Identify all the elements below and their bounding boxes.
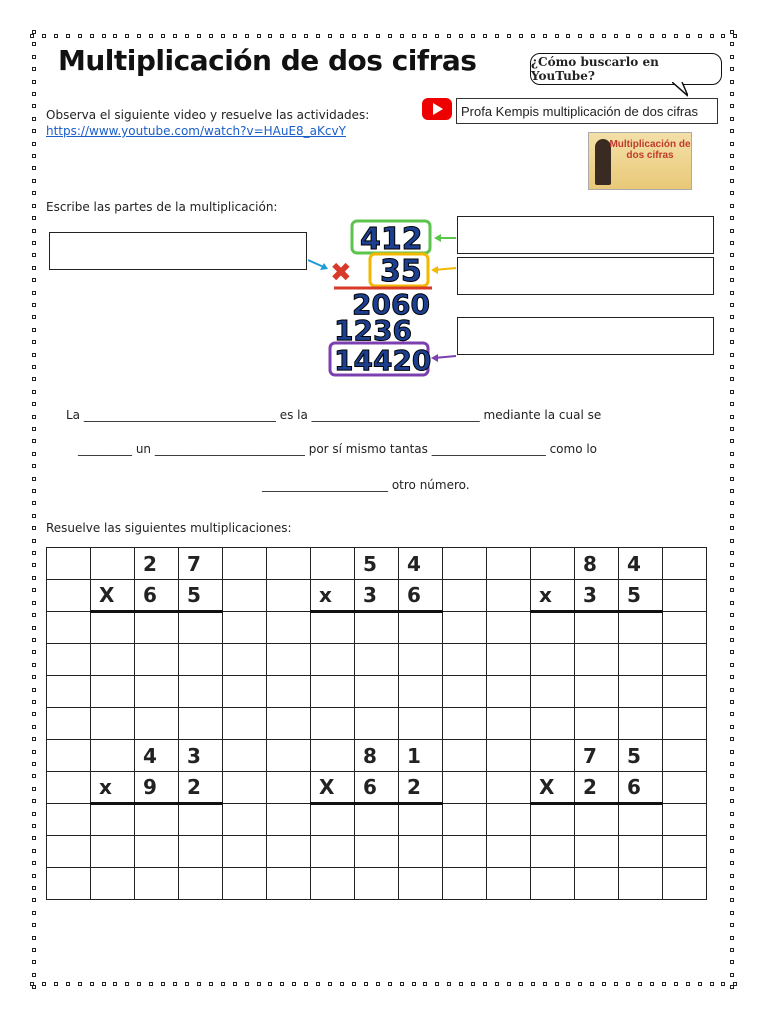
grid-cell[interactable] bbox=[91, 580, 135, 612]
grid-cell[interactable] bbox=[179, 612, 223, 644]
thumbnail-title: Multiplicación de dos cifras bbox=[609, 139, 691, 161]
grid-cell[interactable] bbox=[487, 740, 531, 772]
grid-cell[interactable] bbox=[47, 644, 91, 676]
grid-row bbox=[47, 772, 707, 804]
grid-cell[interactable] bbox=[487, 676, 531, 708]
grid-cell-value: X bbox=[319, 775, 335, 799]
grid-cell-value: x bbox=[99, 775, 112, 799]
grid-cell[interactable] bbox=[179, 740, 223, 772]
grid-cell[interactable] bbox=[663, 612, 707, 644]
grid-cell-value: 6 bbox=[143, 583, 157, 607]
grid-cell[interactable] bbox=[135, 548, 179, 580]
grid-cell-value: x bbox=[539, 583, 552, 607]
grid-cell[interactable] bbox=[267, 676, 311, 708]
grid-row bbox=[47, 868, 707, 900]
grid-cell[interactable] bbox=[619, 644, 663, 676]
grid-cell-value: 5 bbox=[187, 583, 201, 607]
grid-cell[interactable] bbox=[267, 548, 311, 580]
grid-cell[interactable] bbox=[531, 676, 575, 708]
grid-cell[interactable] bbox=[135, 708, 179, 740]
grid-cell[interactable] bbox=[311, 708, 355, 740]
grid-cell[interactable] bbox=[443, 580, 487, 612]
grid-cell-value: 4 bbox=[407, 551, 421, 576]
grid-cell[interactable] bbox=[663, 804, 707, 836]
grid-cell[interactable] bbox=[267, 612, 311, 644]
grid-cell[interactable] bbox=[267, 580, 311, 612]
grid-cell[interactable] bbox=[179, 548, 223, 580]
grid-cell[interactable] bbox=[223, 612, 267, 644]
grid-cell[interactable] bbox=[47, 612, 91, 644]
grid-cell[interactable] bbox=[663, 548, 707, 580]
grid-cell[interactable] bbox=[179, 804, 223, 836]
grid-cell[interactable] bbox=[47, 676, 91, 708]
grid-cell[interactable] bbox=[487, 836, 531, 868]
grid-row bbox=[47, 580, 707, 612]
grid-cell[interactable] bbox=[619, 580, 663, 612]
grid-cell[interactable] bbox=[531, 868, 575, 900]
grid-cell[interactable] bbox=[355, 868, 399, 900]
grid-cell-value: X bbox=[99, 583, 115, 607]
grid-cell[interactable] bbox=[663, 772, 707, 804]
grid-cell[interactable] bbox=[223, 580, 267, 612]
grid-cell[interactable] bbox=[531, 612, 575, 644]
grid-cell-value: 8 bbox=[363, 743, 377, 768]
multiplication-parts-figure bbox=[308, 218, 456, 378]
grid-cell[interactable] bbox=[487, 548, 531, 580]
grid-cell[interactable] bbox=[355, 580, 399, 612]
intro-text: Observa el siguiente video y resuelve las actividades: bbox=[46, 108, 370, 122]
grid-cell[interactable] bbox=[135, 772, 179, 804]
definition-word-mediante: mediante la cual se bbox=[483, 408, 602, 422]
grid-cell[interactable] bbox=[619, 708, 663, 740]
multiplier-number: 35 bbox=[380, 254, 422, 289]
grid-cell[interactable] bbox=[47, 580, 91, 612]
grid-cell[interactable] bbox=[355, 804, 399, 836]
grid-cell[interactable] bbox=[223, 548, 267, 580]
grid-cell[interactable] bbox=[575, 548, 619, 580]
video-link[interactable]: https://www.youtube.com/watch?v=HAuE8_aKcvY bbox=[46, 124, 346, 138]
grid-cell[interactable] bbox=[531, 804, 575, 836]
grid-cell[interactable] bbox=[135, 740, 179, 772]
grid-cell[interactable] bbox=[487, 612, 531, 644]
grid-cell[interactable] bbox=[531, 836, 575, 868]
grid-cell[interactable] bbox=[399, 612, 443, 644]
grid-cell[interactable] bbox=[443, 676, 487, 708]
grid-cell[interactable] bbox=[91, 740, 135, 772]
grid-cell[interactable] bbox=[47, 804, 91, 836]
grid-cell[interactable] bbox=[311, 644, 355, 676]
solve-instruction: Resuelve las siguientes multiplicaciones: bbox=[46, 521, 292, 535]
grid-cell[interactable] bbox=[663, 580, 707, 612]
grid-cell[interactable] bbox=[443, 836, 487, 868]
grid-cell[interactable] bbox=[399, 772, 443, 804]
grid-cell[interactable] bbox=[267, 740, 311, 772]
grid-cell[interactable] bbox=[399, 868, 443, 900]
grid-row bbox=[47, 740, 707, 772]
grid-cell[interactable] bbox=[223, 676, 267, 708]
grid-cell[interactable] bbox=[179, 868, 223, 900]
blank-5[interactable]: ___________________ bbox=[431, 442, 546, 456]
grid-cell[interactable] bbox=[223, 644, 267, 676]
grid-cell[interactable] bbox=[47, 740, 91, 772]
grid-cell[interactable] bbox=[575, 676, 619, 708]
grid-cell[interactable] bbox=[91, 836, 135, 868]
definition-word-la: La bbox=[66, 408, 81, 422]
grid-cell[interactable] bbox=[311, 548, 355, 580]
grid-cell[interactable] bbox=[311, 612, 355, 644]
grid-cell-value: 3 bbox=[363, 583, 377, 607]
grid-cell[interactable] bbox=[91, 804, 135, 836]
grid-row bbox=[47, 548, 707, 580]
product-number: 14420 bbox=[334, 344, 432, 377]
grid-cell[interactable] bbox=[663, 868, 707, 900]
grid-cell[interactable] bbox=[531, 740, 575, 772]
grid-cell[interactable] bbox=[399, 676, 443, 708]
grid-cell[interactable] bbox=[355, 548, 399, 580]
grid-cell[interactable] bbox=[619, 676, 663, 708]
dotted-border-right bbox=[730, 30, 738, 990]
grid-cell[interactable] bbox=[531, 644, 575, 676]
grid-cell[interactable] bbox=[575, 708, 619, 740]
grid-cell[interactable] bbox=[355, 676, 399, 708]
dotted-border-top bbox=[30, 34, 738, 42]
grid-cell[interactable] bbox=[399, 836, 443, 868]
grid-cell[interactable] bbox=[487, 708, 531, 740]
multiplication-grid bbox=[46, 547, 707, 900]
grid-cell[interactable] bbox=[135, 612, 179, 644]
grid-cell[interactable] bbox=[91, 676, 135, 708]
grid-cell[interactable] bbox=[47, 836, 91, 868]
grid-cell[interactable] bbox=[267, 772, 311, 804]
partial-product-1: 2060 bbox=[352, 288, 430, 321]
grid-cell[interactable] bbox=[311, 868, 355, 900]
grid-cell[interactable] bbox=[47, 772, 91, 804]
grid-cell-value: 3 bbox=[583, 583, 597, 607]
blank-6[interactable]: _____________________ bbox=[262, 478, 388, 492]
grid-cell[interactable] bbox=[619, 740, 663, 772]
grid-cell-value: 6 bbox=[363, 775, 377, 799]
grid-cell[interactable] bbox=[575, 868, 619, 900]
grid-cell[interactable] bbox=[223, 804, 267, 836]
grid-cell[interactable] bbox=[531, 548, 575, 580]
grid-cell[interactable] bbox=[91, 644, 135, 676]
definition-word-un: un bbox=[135, 442, 152, 456]
grid-cell[interactable] bbox=[487, 868, 531, 900]
grid-cell-value: 7 bbox=[187, 551, 201, 576]
grid-cell[interactable] bbox=[135, 580, 179, 612]
grid-cell[interactable] bbox=[91, 772, 135, 804]
grid-cell[interactable] bbox=[355, 612, 399, 644]
page-title: Multiplicación de dos cifras bbox=[58, 44, 477, 77]
grid-cell[interactable] bbox=[575, 612, 619, 644]
grid-cell[interactable] bbox=[575, 836, 619, 868]
definition-word-por-si: por sí mismo tantas bbox=[308, 442, 428, 456]
grid-cell-value: 1 bbox=[407, 743, 421, 768]
grid-cell[interactable] bbox=[443, 772, 487, 804]
blank-3[interactable]: _________ bbox=[78, 442, 132, 456]
grid-cell-value: 6 bbox=[627, 775, 641, 799]
grid-cell[interactable] bbox=[311, 740, 355, 772]
grid-cell[interactable] bbox=[267, 644, 311, 676]
grid-cell[interactable] bbox=[619, 612, 663, 644]
multiplicand-number: 412 bbox=[360, 222, 423, 257]
grid-cell[interactable] bbox=[619, 548, 663, 580]
grid-cell[interactable] bbox=[355, 772, 399, 804]
grid-cell[interactable] bbox=[135, 836, 179, 868]
grid-cell[interactable] bbox=[443, 548, 487, 580]
grid-cell[interactable] bbox=[443, 868, 487, 900]
grid-cell[interactable] bbox=[267, 836, 311, 868]
grid-cell[interactable] bbox=[135, 676, 179, 708]
answer-box-multiplier-right[interactable] bbox=[457, 257, 714, 295]
grid-cell[interactable] bbox=[267, 804, 311, 836]
grid-cell[interactable] bbox=[575, 804, 619, 836]
grid-cell[interactable] bbox=[399, 580, 443, 612]
grid-cell[interactable] bbox=[223, 868, 267, 900]
grid-cell[interactable] bbox=[399, 548, 443, 580]
grid-cell[interactable] bbox=[619, 836, 663, 868]
grid-cell[interactable] bbox=[47, 868, 91, 900]
grid-row bbox=[47, 676, 707, 708]
grid-cell[interactable] bbox=[311, 676, 355, 708]
grid-cell[interactable] bbox=[443, 644, 487, 676]
grid-cell-value: X bbox=[539, 775, 555, 799]
grid-row bbox=[47, 612, 707, 644]
grid-cell[interactable] bbox=[179, 836, 223, 868]
grid-row bbox=[47, 708, 707, 740]
grid-cell[interactable] bbox=[47, 548, 91, 580]
grid-cell-value: 3 bbox=[187, 743, 201, 768]
grid-cell-value: 2 bbox=[143, 551, 157, 576]
grid-cell[interactable] bbox=[575, 772, 619, 804]
grid-cell[interactable] bbox=[179, 644, 223, 676]
grid-cell[interactable] bbox=[47, 708, 91, 740]
grid-cell[interactable] bbox=[487, 580, 531, 612]
grid-cell[interactable] bbox=[619, 804, 663, 836]
grid-cell-value: 5 bbox=[627, 583, 641, 607]
grid-cell[interactable] bbox=[91, 868, 135, 900]
grid-cell[interactable] bbox=[399, 740, 443, 772]
parts-instruction: Escribe las partes de la multiplicación: bbox=[46, 200, 278, 214]
grid-row bbox=[47, 804, 707, 836]
grid-cell-value: 2 bbox=[187, 775, 201, 799]
youtube-search-box: Profa Kempis multiplicación de dos cifras bbox=[456, 98, 718, 124]
grid-cell[interactable] bbox=[663, 644, 707, 676]
grid-row bbox=[47, 836, 707, 868]
grid-row bbox=[47, 644, 707, 676]
grid-cell-value: 7 bbox=[583, 743, 597, 768]
grid-cell[interactable] bbox=[267, 868, 311, 900]
grid-cell[interactable] bbox=[443, 804, 487, 836]
times-icon: ✖ bbox=[330, 258, 352, 288]
grid-cell[interactable] bbox=[487, 644, 531, 676]
answer-box-product[interactable] bbox=[457, 317, 714, 355]
grid-cell[interactable] bbox=[311, 580, 355, 612]
blank-1[interactable]: ________________________________ bbox=[83, 408, 276, 422]
grid-cell[interactable] bbox=[575, 740, 619, 772]
grid-cell[interactable] bbox=[179, 580, 223, 612]
grid-cell[interactable] bbox=[531, 580, 575, 612]
grid-cell-value: 9 bbox=[143, 775, 157, 799]
grid-cell[interactable] bbox=[355, 836, 399, 868]
grid-cell[interactable] bbox=[223, 772, 267, 804]
grid-cell[interactable] bbox=[223, 708, 267, 740]
grid-cell[interactable] bbox=[663, 708, 707, 740]
grid-cell[interactable] bbox=[135, 644, 179, 676]
definition-word-como: como lo bbox=[549, 442, 598, 456]
grid-cell[interactable] bbox=[179, 708, 223, 740]
video-thumbnail[interactable] bbox=[588, 132, 692, 190]
definition-word-otro: otro número. bbox=[391, 478, 470, 492]
grid-cell[interactable] bbox=[223, 836, 267, 868]
grid-cell[interactable] bbox=[663, 740, 707, 772]
definition-line-2 bbox=[78, 442, 597, 456]
grid-cell[interactable] bbox=[399, 804, 443, 836]
grid-cell[interactable] bbox=[443, 708, 487, 740]
grid-cell-value: 4 bbox=[143, 743, 157, 768]
grid-cell[interactable] bbox=[619, 868, 663, 900]
grid-cell[interactable] bbox=[179, 772, 223, 804]
answer-box-multiplier[interactable] bbox=[49, 232, 307, 270]
dotted-border-bottom bbox=[30, 982, 738, 990]
grid-cell[interactable] bbox=[443, 612, 487, 644]
grid-cell[interactable] bbox=[399, 708, 443, 740]
grid-cell-value: 8 bbox=[583, 551, 597, 576]
grid-cell-value: 2 bbox=[407, 775, 421, 799]
partial-product-2: 1236 bbox=[334, 314, 412, 347]
grid-cell[interactable] bbox=[531, 772, 575, 804]
grid-cell-value: 5 bbox=[627, 743, 641, 768]
grid-cell[interactable] bbox=[311, 804, 355, 836]
grid-cell[interactable] bbox=[179, 676, 223, 708]
grid-cell[interactable] bbox=[663, 836, 707, 868]
definition-line-3 bbox=[262, 478, 470, 492]
grid-cell-value: 5 bbox=[363, 551, 377, 576]
blank-4[interactable]: _________________________ bbox=[154, 442, 305, 456]
grid-cell[interactable] bbox=[575, 580, 619, 612]
grid-cell[interactable] bbox=[135, 804, 179, 836]
grid-cell[interactable] bbox=[487, 804, 531, 836]
grid-cell[interactable] bbox=[443, 740, 487, 772]
grid-cell[interactable] bbox=[311, 836, 355, 868]
grid-cell[interactable] bbox=[91, 612, 135, 644]
grid-cell[interactable] bbox=[355, 740, 399, 772]
bubble-tail bbox=[672, 82, 688, 98]
grid-cell-value: 6 bbox=[407, 583, 421, 607]
grid-cell[interactable] bbox=[355, 708, 399, 740]
youtube-icon bbox=[422, 98, 452, 120]
definition-word-es-la: es la bbox=[279, 408, 308, 422]
grid-cell[interactable] bbox=[575, 644, 619, 676]
grid-cell[interactable] bbox=[91, 548, 135, 580]
grid-cell-value: x bbox=[319, 583, 332, 607]
grid-cell[interactable] bbox=[619, 772, 663, 804]
grid-cell[interactable] bbox=[355, 644, 399, 676]
dotted-border-left bbox=[32, 30, 40, 990]
grid-cell[interactable] bbox=[91, 708, 135, 740]
youtube-hint-bubble: ¿Cómo buscarlo en YouTube? bbox=[530, 53, 722, 85]
grid-cell[interactable] bbox=[135, 868, 179, 900]
answer-box-multiplicand[interactable] bbox=[457, 216, 714, 254]
grid-cell[interactable] bbox=[311, 772, 355, 804]
grid-cell[interactable] bbox=[663, 676, 707, 708]
grid-cell-value: 2 bbox=[583, 775, 597, 799]
grid-cell[interactable] bbox=[487, 772, 531, 804]
grid-cell[interactable] bbox=[267, 708, 311, 740]
grid-cell[interactable] bbox=[223, 740, 267, 772]
grid-cell-value: 4 bbox=[627, 551, 641, 576]
definition-line-1 bbox=[66, 408, 601, 422]
blank-2[interactable]: ____________________________ bbox=[311, 408, 480, 422]
grid-cell[interactable] bbox=[531, 708, 575, 740]
grid-cell[interactable] bbox=[399, 644, 443, 676]
